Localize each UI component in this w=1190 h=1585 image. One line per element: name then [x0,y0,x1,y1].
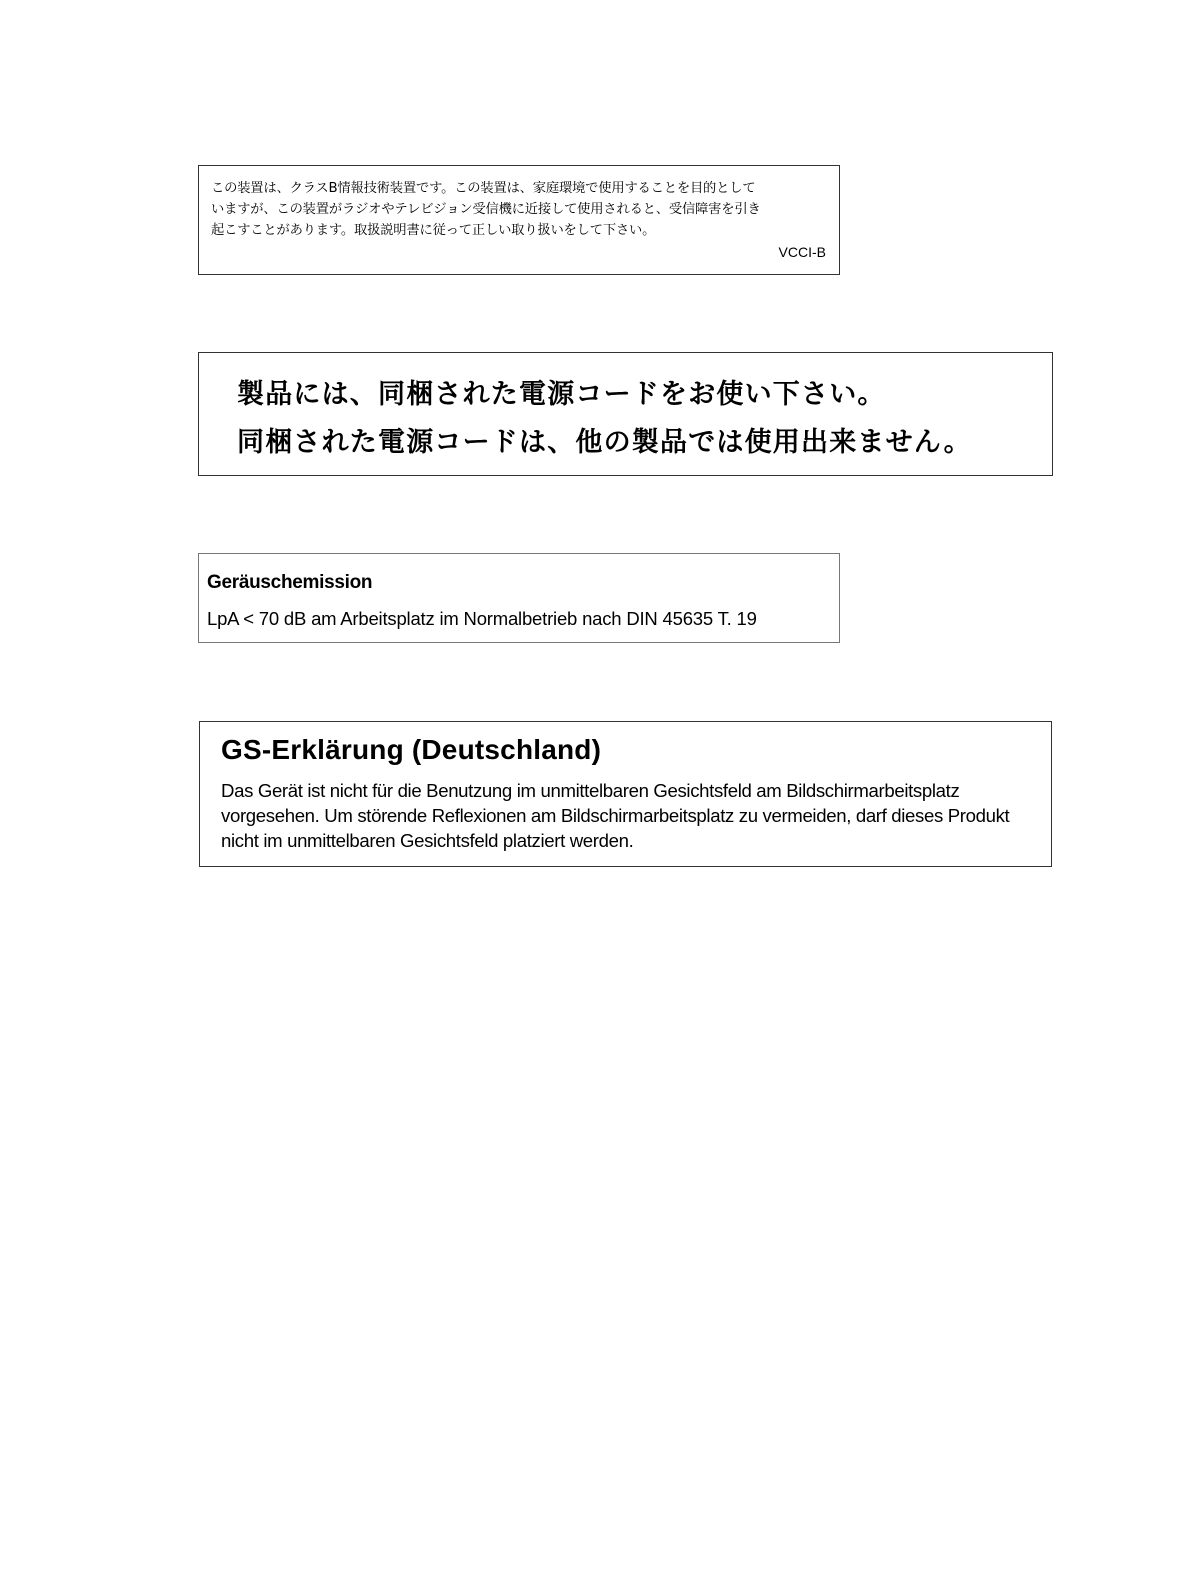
noise-emission-text: LpA < 70 dB am Arbeitsplatz im Normalbetrieb nach DIN 45635 T. 19 [207,608,757,629]
vcci-notice-line: 起こすことがあります。取扱説明書に従って正しい取り扱いをして下さい。 [211,223,656,238]
vcci-class-tag: VCCI-B [778,244,826,260]
vcci-notice-line: この装置は、クラスB情報技術装置です。この装置は、家庭環境で使用することを目的として [211,181,756,196]
noise-emission-heading: Geräuschemission [207,572,373,593]
vcci-notice-line: いますが、この装置がラジオやテレビジョン受信機に近接して使用されると、受信障害を引き [211,202,761,217]
gs-statement-line: Das Gerät ist nicht für die Benutzung im unmittelbaren Gesichtsfeld am Bildschirmarbeitsplatz [221,780,960,801]
vcci-notice-box [198,165,840,275]
power-cord-notice-box [198,352,1053,476]
noise-emission-box [198,553,840,643]
gs-statement-line: nicht im unmittelbaren Gesichtsfeld platziert werden. [221,830,634,851]
gs-statement-heading: GS-Erklärung (Deutschland) [221,734,602,765]
gs-statement-box [199,721,1052,867]
gs-statement-body [221,778,1051,853]
power-cord-notice-line: 製品には、同梱された電源コードをお使い下さい。 [237,379,886,410]
power-cord-notice-line: 同梱された電源コードは、他の製品では使用出来ません。 [237,427,972,458]
gs-statement-line: vorgesehen. Um störende Reflexionen am Bildschirmarbeitsplatz zu vermeiden, darf dieses Produkt [221,805,1010,826]
